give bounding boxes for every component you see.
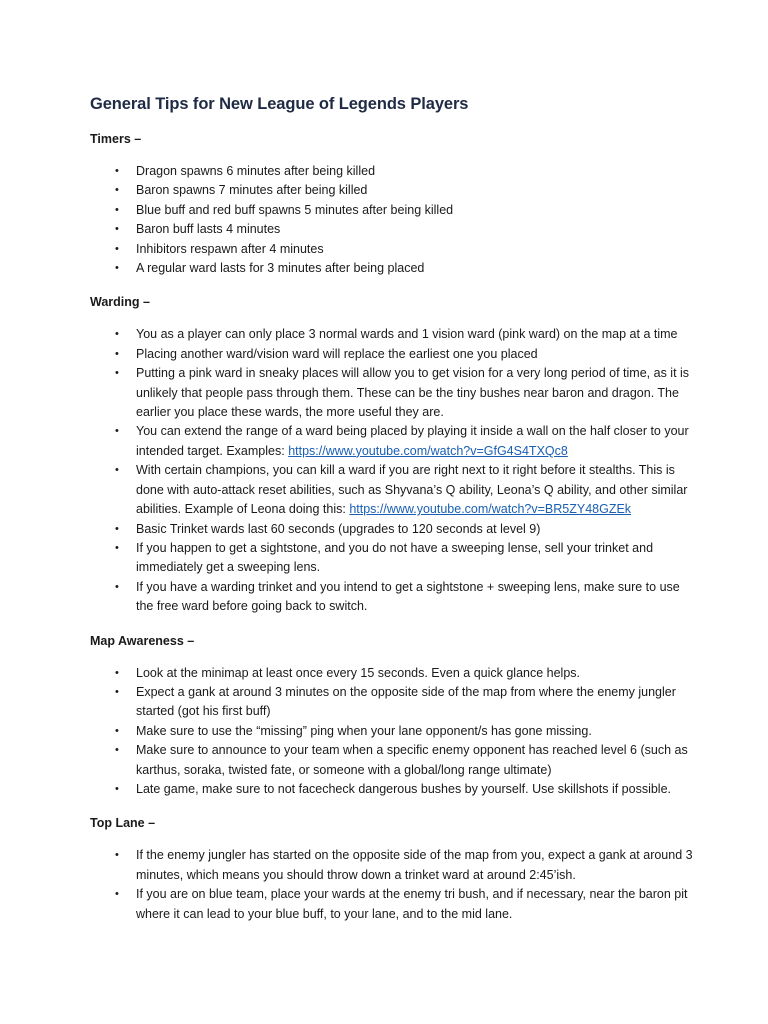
list-item	[90, 885, 698, 924]
document-title: General Tips for New League of Legends Players	[90, 95, 469, 113]
list-item-text: Placing another ward/vision ward will replace the earliest one you placed	[136, 346, 538, 361]
bullet-icon: •	[115, 849, 119, 862]
section-heading-top-lane: Top Lane –	[90, 816, 156, 831]
list-item-text: You as a player can only place 3 normal wards and 1 vision ward (pink ward) on the map at a time	[136, 327, 678, 342]
bullet-icon: •	[115, 522, 119, 535]
bullet-icon: •	[115, 203, 119, 216]
list-item-text: Make sure to use the “missing” ping when your lane opponent/s has gone missing.	[136, 723, 592, 738]
bullet-icon: •	[115, 744, 119, 757]
list-item-text: Baron buff lasts 4 minutes	[136, 222, 281, 237]
list-item	[90, 345, 698, 364]
bullet-icon: •	[115, 685, 119, 698]
list-item-text: If you are on blue team, place your wards at the enemy tri bush, and if necessary, near the baron pit where it can lead to your blue buff, to your lane, and to the mid lane.	[136, 887, 688, 921]
list-item	[90, 325, 698, 344]
list-item-text: Late game, make sure to not facecheck dangerous bushes by yourself. Use skillshots if possible.	[136, 781, 672, 796]
list-item	[90, 240, 698, 259]
bullet-icon: •	[115, 184, 119, 197]
bullet-list-map-awareness	[90, 664, 698, 800]
list-item	[90, 846, 698, 885]
bullet-icon: •	[115, 262, 119, 275]
list-item-text: If you have a warding trinket and you intend to get a sightstone + sweeping lens, make sure to use the free ward before going back to switch.	[136, 579, 680, 614]
list-item	[90, 722, 698, 741]
section-map-awareness	[90, 634, 698, 800]
list-item	[90, 741, 698, 780]
list-item	[90, 520, 698, 539]
list-item-text: With certain champions, you can kill a ward if you are right next to it right before it stealths. This is done with auto-attack reset abilities, such as Shyvana’s Q ability, Leona’s Q ability, and other similar abilities. Example of Leona doing this:	[136, 463, 688, 517]
list-item	[90, 201, 698, 220]
list-item	[90, 259, 698, 278]
bullet-icon: •	[115, 223, 119, 236]
section-timers	[90, 132, 698, 278]
bullet-icon: •	[115, 367, 119, 380]
list-item	[90, 364, 698, 422]
list-item-text: Dragon spawns 6 minutes after being killed	[136, 164, 376, 178]
list-item-text: A regular ward lasts for 3 minutes after being placed	[136, 261, 425, 276]
section-heading-warding: Warding –	[90, 295, 150, 310]
list-item	[90, 664, 698, 683]
list-item	[90, 162, 698, 181]
bullet-icon: •	[115, 580, 119, 593]
bullet-icon: •	[115, 242, 119, 255]
bullet-icon: •	[115, 328, 119, 341]
bullet-icon: •	[115, 165, 119, 177]
bullet-icon: •	[115, 666, 119, 679]
list-item-text: If the enemy jungler has started on the opposite side of the map from you, expect a gank at around 3 minutes, which means you should throw down a trinket ward at around 2:45’ish.	[136, 848, 693, 882]
bullet-list-warding	[90, 325, 698, 616]
bullet-list-top-lane	[90, 846, 698, 924]
list-item	[90, 220, 698, 239]
section-heading-map-awareness: Map Awareness –	[90, 633, 195, 648]
bullet-icon: •	[115, 888, 119, 901]
list-item	[90, 461, 698, 519]
list-item-text: Putting a pink ward in sneaky places will allow you to get vision for a very long period of time, as it is unlikely that people pass through them. These can be the tiny bushes near baron and dragon. The earlier you place these wards, the more useful they are.	[136, 366, 690, 420]
list-item	[90, 539, 698, 578]
youtube-link-leona[interactable]: https://www.youtube.com/watch?v=BR5ZY48GZEk	[349, 502, 632, 517]
list-item	[90, 780, 698, 799]
list-item-text: Inhibitors respawn after 4 minutes	[136, 241, 324, 256]
list-item-text: Expect a gank at around 3 minutes on the opposite side of the map from where the enemy jungler started (got his first buff)	[136, 684, 676, 719]
bullet-icon: •	[115, 724, 119, 737]
list-item-text: Blue buff and red buff spawns 5 minutes after being killed	[136, 202, 454, 217]
list-item-text: Look at the minimap at least once every 15 seconds. Even a quick glance helps.	[136, 665, 581, 680]
list-item	[90, 422, 698, 461]
list-item	[90, 683, 698, 722]
list-item-text: Basic Trinket wards last 60 seconds (upgrades to 120 seconds at level 9)	[136, 521, 541, 536]
bullet-icon: •	[115, 464, 119, 477]
bullet-icon: •	[115, 425, 119, 438]
list-item-text: If you happen to get a sightstone, and you do not have a sweeping lense, sell your trinket and immediately get a sweeping lens.	[136, 540, 654, 575]
youtube-link-ward-wall[interactable]: https://www.youtube.com/watch?v=GfG4S4TXQc8	[288, 443, 568, 458]
list-item	[90, 578, 698, 617]
list-item-text: Make sure to announce to your team when a specific enemy opponent has reached level 6 (such as karthus, soraka, twisted fate, or someone with a global/long range ultimate)	[136, 743, 688, 777]
list-item	[90, 181, 698, 200]
section-heading-timers: Timers –	[90, 132, 142, 146]
list-item-text: You can extend the range of a ward being placed by playing it inside a wall on the half closer to your intended target. Examples:	[136, 424, 689, 458]
bullet-list-timers	[90, 162, 698, 278]
bullet-icon: •	[115, 782, 119, 795]
bullet-icon: •	[115, 541, 119, 554]
bullet-icon: •	[115, 347, 119, 360]
section-warding	[90, 295, 698, 616]
list-item-text: Baron spawns 7 minutes after being killed	[136, 183, 368, 198]
section-top-lane	[90, 816, 698, 924]
